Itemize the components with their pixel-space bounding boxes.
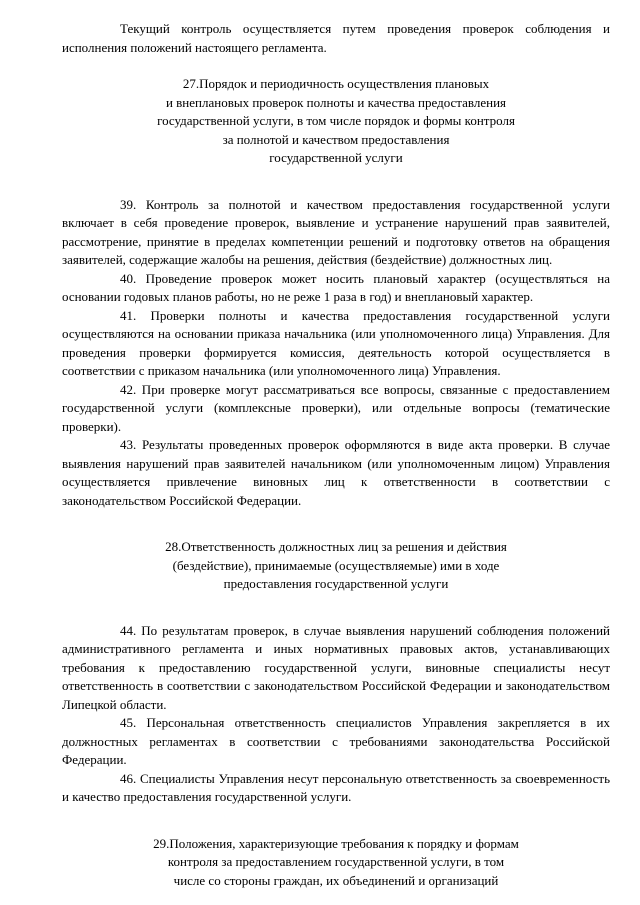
section-27-heading [62,75,610,168]
section-28-heading-line: (бездействие), принимаемые (осуществляемые) ими в ходе [172,557,500,573]
section-27-heading-line: государственной услуги, в том числе порядок и формы контроля [157,113,515,128]
paragraph-42: 42. При проверке могут рассматриваться все вопросы, связанные с предоставлением государственной услуги (комплексные проверки), или отдельные вопросы (тематические проверки). [62,381,610,434]
paragraph-45: 45. Персональная ответственность специалистов Управления закрепляется в их должностных регламентах в соответствии с требованиями законодательства Российской Федерации. [62,715,610,767]
spacer [62,510,610,538]
paragraph-46: 46. Специалисты Управления несут персональную ответственность за своевременность и качество предоставления государственной услуги. [62,770,610,804]
spacer [62,594,610,622]
paragraph-40: 40. Проведение проверок может носить плановый характер (осуществляться на основании годовых планов работы, но не реже 1 раза в год) и внеплановый характер. [62,270,610,304]
section-27-heading-line: за полнотой и качеством предоставления [222,131,450,147]
section-29-heading-line: числе со стороны граждан, их объединений и организаций [173,872,499,888]
section-29-heading-line: контроля за предоставлением государственной услуги, в том [167,854,505,869]
section-27-heading-line: государственной услуги [269,150,403,165]
section-27-heading-line: 27.Порядок и периодичность осуществления плановых [182,76,490,91]
paragraph-39: 39. Контроль за полнотой и качеством предоставления государственной услуги включает в себя проведение проверок, выявление и устранение нарушений прав заявителей, рассмотрение, принятие в пределах компетенции решений и подготовку ответов на обращения заявителей, содержащие жалобы на решения, действия (бездействие) должностных лиц. [62,196,610,267]
spacer [62,807,610,835]
section-28-heading [62,538,610,594]
section-29-heading-line: 29.Положения, характеризующие требования к порядку и формам [153,835,519,851]
paragraph-44: 44. По результатам проверок, в случае выявления нарушений соблюдения положений административного регламента и иных нормативных правовых актов, устанавливающих требования к предоставлению государственной услуги, виновные специалисты несут ответственность в соответствии с законодательством Российской Федерации и законодательством Липецкой области. [62,622,610,712]
paragraph-41: 41. Проверки полноты и качества предоставления государственной услуги осуществляются на основании приказа начальника (или уполномоченного лица) Управления. Для проведения проверки формируется комиссия, деятельность которой осуществляется в соответствии с приказом начальника (или уполномоченного лица) Управления. [62,307,610,378]
section-27-heading-line: и внеплановых проверок полноты и качества предоставления [165,94,507,110]
paragraph-43: 43. Результаты проведенных проверок оформляются в виде акта проверки. В случае выявления нарушений прав заявителей начальником (или уполномоченным лицом) Управления осуществляется привлечение виновных лиц к ответственности в соответствии с законодательством Российской Федерации. [62,437,610,508]
section-28-heading-line: 28.Ответственность должностных лиц за решения и действия [165,539,507,554]
spacer [62,57,610,75]
document-page [62,20,610,890]
section-28-heading-line: предоставления государственной услуги [223,576,449,591]
intro-paragraph: Текущий контроль осуществляется путем проведения проверок соблюдения и исполнения положений настоящего регламента. [62,21,610,55]
section-29-heading [62,835,610,891]
spacer [62,168,610,196]
